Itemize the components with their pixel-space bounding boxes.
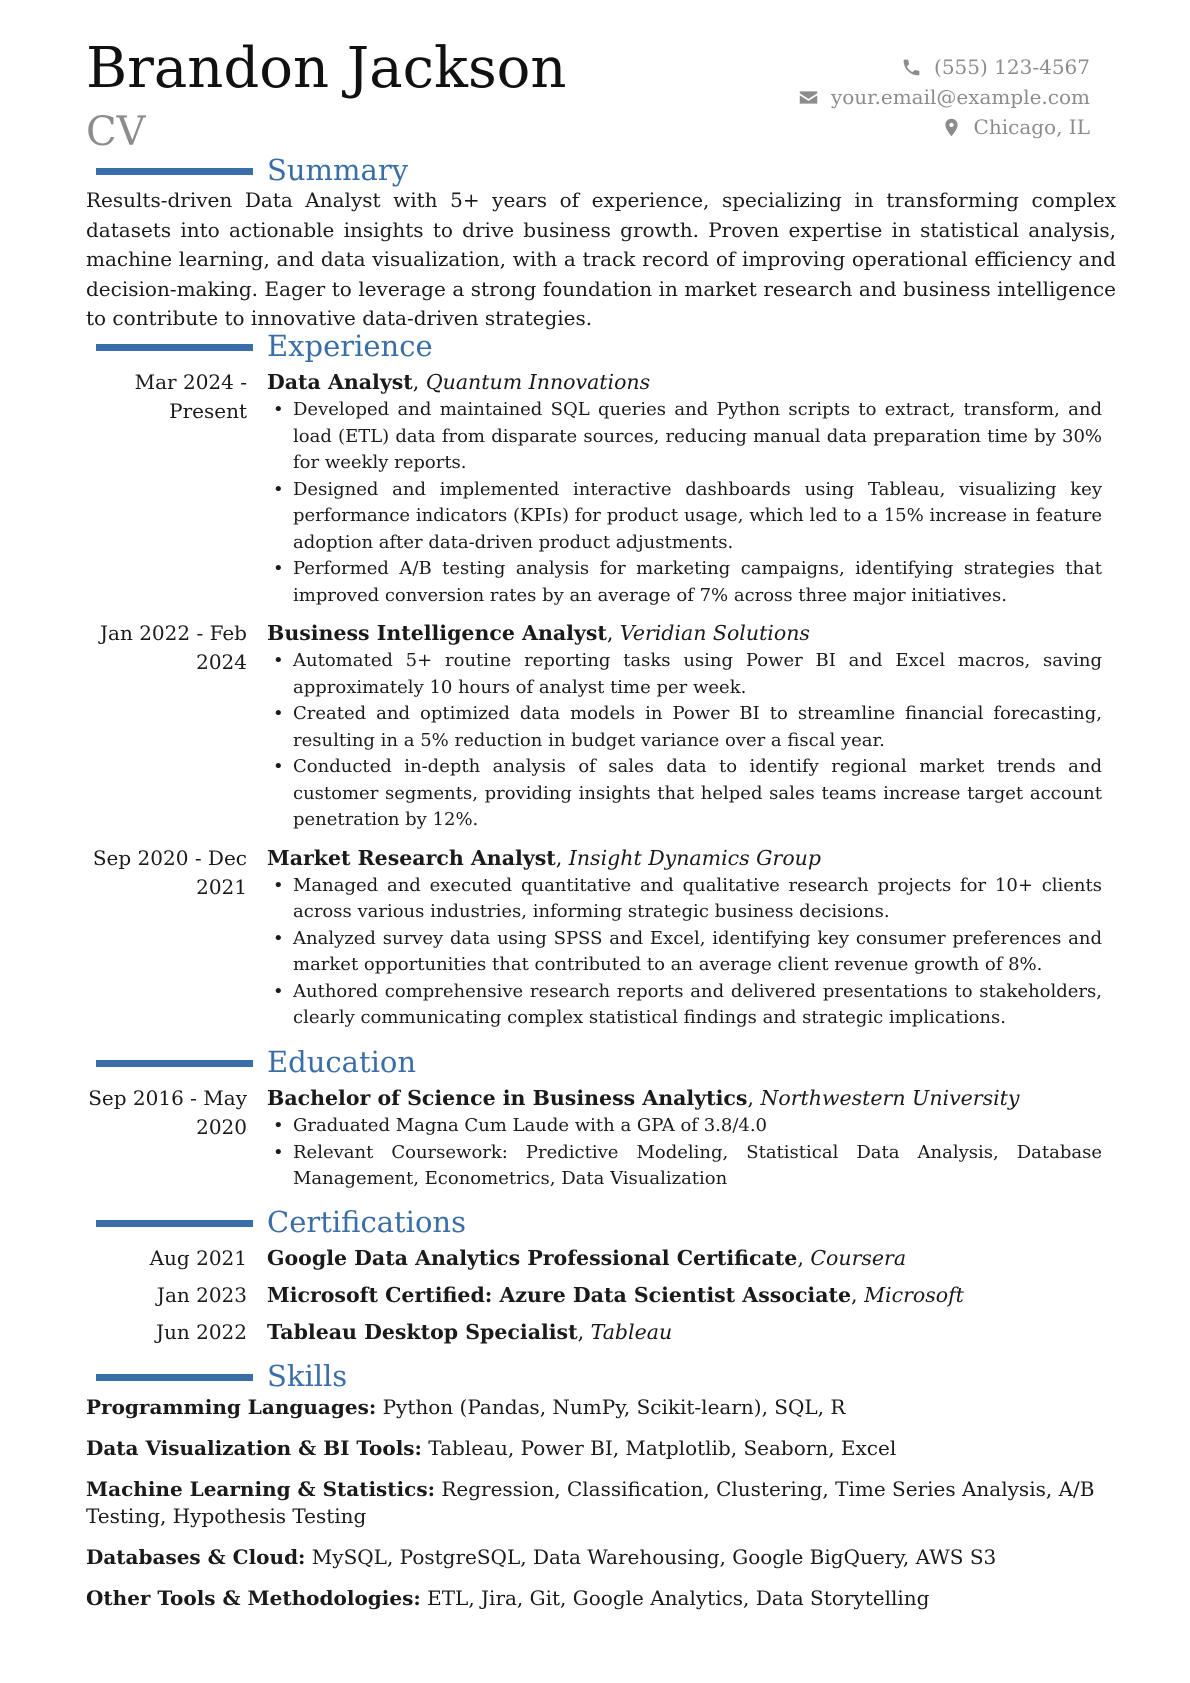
job-role: Business Intelligence Analyst [267,621,607,645]
entry-title: Tableau Desktop Specialist, Tableau [267,1320,673,1344]
job-organization: Veridian Solutions [619,621,810,645]
certificate-issuer: Microsoft [864,1283,964,1307]
certificate-issuer: Tableau [590,1320,673,1344]
skill-label: Machine Learning & Statistics: [86,1477,435,1501]
skill-value: ETL, Jira, Git, Google Analytics, Data Storytelling [427,1586,930,1610]
bullet-item: • Graduated Magna Cum Laude with a GPA of 3.8/4.0 [267,1113,1102,1140]
education-entry [0,1084,1190,1193]
entry-date: Aug 2021 [149,1246,247,1270]
school: Northwestern University [760,1086,1020,1110]
entry-bullets [267,648,1102,834]
certificate-issuer: Coursera [810,1246,907,1270]
skill-row [86,1435,1116,1462]
entry-title: Business Intelligence Analyst, Veridian Solutions [267,621,810,645]
entry-title: Microsoft Certified: Azure Data Scientist Associate, Microsoft [267,1283,964,1307]
certification-entry [0,1314,1190,1351]
location-text: Chicago, IL [973,115,1090,139]
skill-value: Regression, Classification, Clustering, Time Series Analysis, A/B Testing, Hypothesis Testing [86,1477,1095,1528]
entry-body [267,368,1102,609]
education-title: Education [267,1045,417,1079]
entry-body [267,844,1102,1032]
email-icon [798,87,819,108]
candidate-name: Brandon Jackson [86,36,567,101]
skill-label: Other Tools & Methodologies: [86,1586,421,1610]
certificate-name: Tableau Desktop Specialist [267,1320,578,1344]
bullet-item: • Created and optimized data models in Power BI to streamline financial forecasting, resulting in a 5% reduction in budget variance over a fiscal year. [267,701,1102,754]
skill-value: Tableau, Power BI, Matplotlib, Seaborn, Excel [428,1436,897,1460]
skill-value: MySQL, PostgreSQL, Data Warehousing, Google BigQuery, AWS S3 [311,1545,997,1569]
skill-row [86,1476,1116,1530]
entry-date: Mar 2024 - Present [134,370,247,423]
section-header [0,1044,1190,1080]
contact-phone [798,52,1090,82]
entry-date: Jan 2022 - Feb 2024 [100,621,247,674]
skill-row [86,1585,1116,1612]
summary-text: Results-driven Data Analyst with 5+ years of experience, specializing in transforming complex datasets into actionable insights to drive business growth. Proven expertise in statistical analysis, machine learning, and data visualization, with a track record of improving operational efficiency and decision-making. Eager to leverage a strong foundation in market research and business intelligence to contribute to innovative data-driven strategies. [86,188,1116,330]
skills-section [0,1358,1190,1626]
bullet-item: • Relevant Coursework: Predictive Modeling, Statistical Data Analysis, Database Management, Econometrics, Data Visualization [267,1140,1102,1193]
job-role: Market Research Analyst [267,845,556,870]
entry-date: Sep 2016 - May 2020 [88,1086,247,1139]
certifications-title: Certifications [267,1205,466,1239]
bullet-item: • Analyzed survey data using SPSS and Excel, identifying key consumer preferences and market opportunities that contributed to an average client revenue growth of 8%. [267,926,1102,979]
entry-title: Market Research Analyst, Insight Dynamics Group [267,845,822,870]
entry-bullets [267,397,1102,609]
skill-label: Data Visualization & BI Tools: [86,1436,422,1460]
degree: Bachelor of Science in Business Analytics [267,1086,748,1110]
section-rule [96,168,253,175]
entry-bullets [267,873,1102,1032]
entry-title: Bachelor of Science in Business Analytics, Northwestern University [267,1086,1020,1110]
experience-entry [0,619,1190,834]
section-header [0,152,1190,188]
section-rule [96,1060,253,1067]
location-pin-icon [941,117,962,138]
skill-label: Databases & Cloud: [86,1545,306,1569]
entry-date: Jan 2023 [156,1283,247,1307]
contact-location [798,112,1090,142]
job-organization: Quantum Innovations [425,370,651,394]
section-header [0,328,1190,364]
skill-label: Programming Languages: [86,1395,377,1419]
certifications-section [0,1204,1190,1351]
bullet-item: • Authored comprehensive research reports and delivered presentations to stakeholders, clearly communicating complex statistical findings and strategic implications. [267,979,1102,1032]
email-link[interactable]: your.email@example.com [830,85,1090,109]
document-type: CV [86,109,146,155]
skills-title: Skills [267,1359,348,1393]
experience-section [0,328,1190,1032]
experience-entry [0,844,1190,1032]
certification-entry [0,1277,1190,1314]
entry-body [267,1084,1102,1193]
job-organization: Insight Dynamics Group [568,845,822,870]
experience-entry [0,368,1190,609]
section-rule [96,344,253,351]
skill-row [86,1544,1116,1571]
phone-icon [901,57,922,78]
bullet-item: • Designed and implemented interactive dashboards using Tableau, visualizing key performance indicators (KPIs) for product usage, which led to a 15% increase in feature adoption after data-driven product adjustments. [267,477,1102,557]
contact-email [798,82,1090,112]
entry-body [267,619,1102,834]
skill-value: Python (Pandas, NumPy, Scikit-learn), SQL, R [382,1395,846,1419]
section-rule [96,1374,253,1381]
bullet-item: • Automated 5+ routine reporting tasks using Power BI and Excel macros, saving approximately 10 hours of analyst time per week. [267,648,1102,701]
entry-bullets [267,1113,1102,1193]
phone-text: (555) 123-4567 [934,55,1090,79]
entry-date: Jun 2022 [155,1320,247,1344]
skill-row [86,1394,1116,1421]
contact-block [798,52,1090,142]
bullet-item: • Managed and executed quantitative and qualitative research projects for 10+ clients across various industries, informing strategic business decisions. [267,873,1102,926]
summary-section [0,152,1190,334]
experience-title: Experience [267,329,433,363]
summary-title: Summary [267,153,409,187]
bullet-item: • Performed A/B testing analysis for marketing campaigns, identifying strategies that improved conversion rates by an average of 7% across three major initiatives. [267,556,1102,609]
certification-entry [0,1240,1190,1277]
entry-title: Data Analyst, Quantum Innovations [267,370,651,394]
bullet-item: • Conducted in-depth analysis of sales data to identify regional market trends and customer segments, providing insights that helped sales teams increase target account penetration by 12%. [267,754,1102,834]
bullet-item: • Developed and maintained SQL queries and Python scripts to extract, transform, and load (ETL) data from disparate sources, reducing manual data preparation time by 30% for weekly reports. [267,397,1102,477]
certificate-name: Google Data Analytics Professional Certificate [267,1246,798,1270]
certificate-name: Microsoft Certified: Azure Data Scientist Associate [267,1283,852,1307]
section-header [0,1204,1190,1240]
section-header [0,1358,1190,1394]
education-section [0,1044,1190,1193]
job-role: Data Analyst [267,370,413,394]
entry-date: Sep 2020 - Dec 2021 [92,845,247,899]
entry-title: Google Data Analytics Professional Certificate, Coursera [267,1246,907,1270]
section-rule [96,1220,253,1227]
